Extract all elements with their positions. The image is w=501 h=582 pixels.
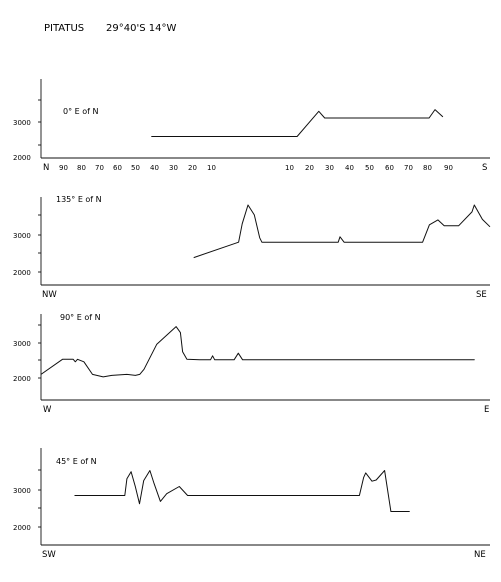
panel-90	[13, 313, 490, 415]
panel-0-xtick-left-4: 60	[113, 164, 122, 172]
panel-0-xtick-right-3: 40	[345, 164, 354, 172]
panel-0-xtick-left-0: N	[43, 163, 50, 173]
panel-45-ytick-2000: 2000	[13, 524, 31, 532]
panel-135-label-left: NW	[42, 290, 57, 300]
panel-0-xtick-right-7: 80	[423, 164, 432, 172]
panel-0-xtick-right-1: 20	[305, 164, 314, 172]
panel-90-label-right: E	[484, 405, 490, 415]
panel-45-ytick-3000: 3000	[13, 487, 31, 495]
panel-0-x-labels	[43, 163, 487, 173]
panel-0-xtick-left-6: 40	[150, 164, 159, 172]
panel-0-xtick-right-5: 60	[385, 164, 394, 172]
panel-0-xtick-left-5: 50	[131, 164, 140, 172]
panel-90-title: 90° E of N	[60, 313, 101, 322]
panel-90-ytick-3000: 3000	[13, 340, 31, 348]
panel-0-profile-line	[151, 110, 443, 137]
panel-0-xtick-right-8: 90	[444, 164, 453, 172]
panel-135-ytick-2000: 2000	[13, 269, 31, 277]
panel-0-xtick-right-6: 70	[404, 164, 413, 172]
panel-45-profile-line	[75, 471, 410, 512]
panel-0	[13, 79, 490, 173]
crater-name: PITATUS	[44, 23, 85, 34]
panel-0-xtick-left-2: 80	[77, 164, 86, 172]
panel-90-label-left: W	[43, 405, 52, 415]
panel-90-profile-line	[41, 327, 474, 377]
panel-0-xtick-left-1: 90	[59, 164, 68, 172]
panel-0-ytick-3000: 3000	[13, 119, 31, 127]
panel-0-xtick-left-8: 20	[188, 164, 197, 172]
crater-coords: 29°40'S 14°W	[106, 23, 177, 34]
panel-135-label-right: SE	[476, 290, 487, 300]
panel-45-label-left: SW	[42, 550, 56, 560]
panel-0-xtick-right-4: 50	[365, 164, 374, 172]
panel-0-title: 0° E of N	[63, 107, 99, 116]
panel-0-xtick-left-3: 70	[95, 164, 104, 172]
panel-135-ytick-3000: 3000	[13, 232, 31, 240]
panel-0-xtick-left-9: 10	[207, 164, 216, 172]
panel-0-xtick-right-9: S	[482, 163, 488, 173]
panel-135-profile-line	[194, 205, 490, 258]
panel-45-title: 45° E of N	[56, 457, 97, 466]
panel-0-xtick-left-7: 30	[169, 164, 178, 172]
panel-45-label-right: NE	[474, 550, 486, 560]
panel-0-ytick-2000: 2000	[13, 154, 31, 162]
panel-135-title: 135° E of N	[56, 195, 102, 204]
panel-0-xtick-right-0: 10	[285, 164, 294, 172]
panel-45	[13, 448, 490, 560]
panel-135	[13, 195, 490, 300]
panel-90-ytick-2000: 2000	[13, 375, 31, 383]
panel-0-xtick-right-2: 30	[325, 164, 334, 172]
